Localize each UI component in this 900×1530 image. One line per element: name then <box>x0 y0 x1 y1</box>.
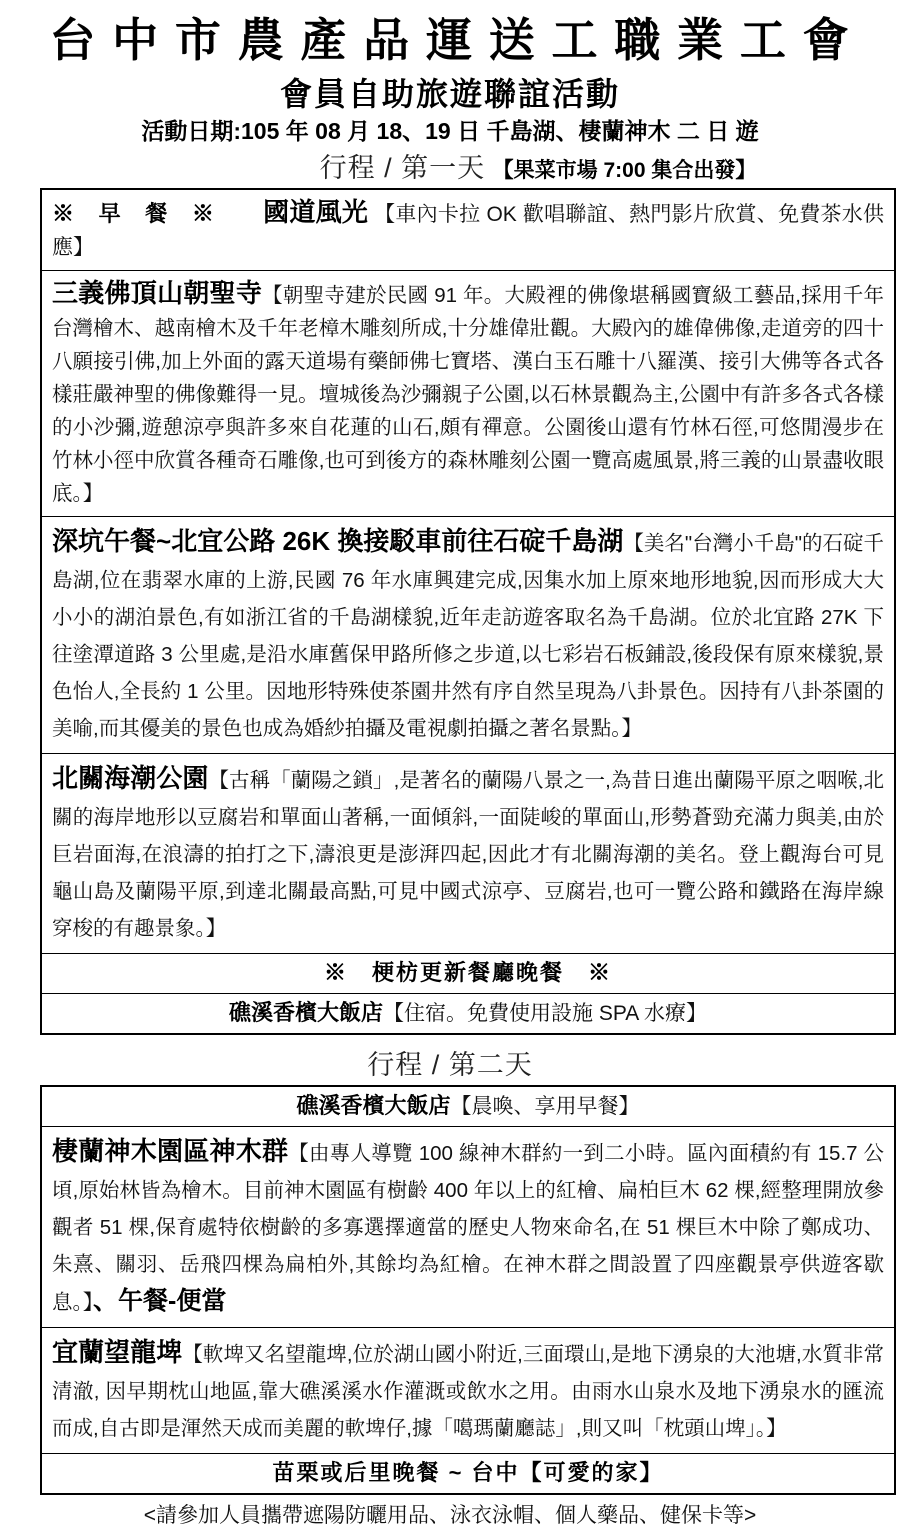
day2-row-cypress-grove <box>42 1126 894 1327</box>
wanglong-pond-title: 宜蘭望龍埤 <box>52 1337 183 1368</box>
union-title: 台 中 市 農 產 品 運 送 工 職 業 工 會 <box>49 14 851 66</box>
thousand-island-lake-title: 深坑午餐~北宜公路 26K 換接駁車前往石碇千島湖 <box>52 526 624 557</box>
thousand-island-lake-description: 【美名"台灣小千島"的石碇千島湖,位在翡翠水庫的上游,民國 76 年水庫興建完成,因集水加上原來地形地貌,因而形成大大小小的湖泊景色,有如浙江省的千島湖樣貌,近年走訪遊客取名為千島湖。位於北宜路 27K 下往塗潭道路 3 公里處,是沿水庫舊保甲路所修之步道,以七彩岩石板鋪設,後段保有原來樣貌,景色怡人,全長約 1 公里。因地形特殊使茶園井然有序自然呈現為八卦景色。因持有八卦茶園的美喻,而其優美的景色也成為婚紗拍攝及電視劇拍攝之著名景點。】 <box>52 532 885 741</box>
sanyi-temple-description: 【朝聖寺建於民國 91 年。大殿裡的佛像堪稱國寶級工藝品,採用千年台灣檜木、越南檜木及千年老樟木雕刻所成,十分雄偉壯觀。大殿內的雄偉佛像,走道旁的四十八願接引佛,加上外面的露天道場有藥師佛七寶塔、漢白玉石雕十八羅漢、接引大佛等各式各樣莊嚴神聖的佛像難得一見。壇城後為沙彌親子公園,以石林景觀為主,公園中有許多各式各樣的小沙彌,遊憩涼亭與許多來自花蓮的山石,頗有禪意。公園後山還有竹林石徑,可悠閒漫步在竹林小徑中欣賞各種奇石雕像,也可到後方的森林雕刻公園一覽高處風景,將三義的山景盡收眼底。】 <box>52 284 884 506</box>
cypress-grove-title: 棲蘭神木園區神木群 <box>52 1136 289 1167</box>
day1-table <box>40 188 896 1035</box>
morning-hotel-note: 【晨喚、享用早餐】 <box>450 1095 640 1119</box>
cypress-grove-description: 【由專人導覽 100 線神木群約一到二小時。區內面積約有 15.7 公頃,原始林皆為檜木。目前神木園區有樹齡 400 年以上的紅檜、扁柏巨木 62 棵,經整理開放參觀者 51 棵,保育處特依樹齡的多寡選擇適當的歷史人物來命名,在 51 棵巨木中除了鄭成功、朱熹、關羽、岳飛四棵為扁柏外,其餘均為紅檜。在神木群之間設置了四座觀景亭供遊客歇息。】 <box>52 1142 884 1315</box>
day2-row-dinner <box>42 1453 894 1493</box>
event-date-line: 活動日期:105 年 08 月 18、19 日 千島湖、棲蘭神木 二 日 遊 <box>141 118 759 145</box>
day2-dinner-label: 苗栗或后里晚餐 ~ 台中【可愛的家】 <box>272 1460 664 1486</box>
day1-row-beiguan-park <box>42 753 894 953</box>
highway-scenery-title: 國道風光 <box>263 197 369 228</box>
day1-heading <box>88 152 900 184</box>
day1-row-thousand-island-lake <box>42 516 894 753</box>
day2-table <box>40 1085 896 1495</box>
event-title: 會員自助旅遊聯誼活動 <box>279 75 620 112</box>
day1-heading-label: 行程 / 第一天 <box>319 152 486 183</box>
day2-heading <box>0 1049 900 1081</box>
day1-row-breakfast <box>42 190 894 270</box>
day2-heading-label: 行程 / 第二天 <box>367 1050 533 1081</box>
beiguan-park-description: 【古稱「蘭陽之鎖」,是著名的蘭陽八景之一,為昔日進出蘭陽平原之咽喉,北關的海岸地形以豆腐岩和單面山著稱,一面傾斜,一面陡峻的單面山,形勢蒼勁充滿力與美,由於巨岩面海,在浪濤的拍打之下,濤浪更是澎湃四起,因此才有北關海潮的美名。登上觀海台可見龜山島及蘭陽平原,到達北關最高點,可見中國式涼亭、豆腐岩,也可一覽公路和鐵路在海岸線穿梭的有趣景象。】 <box>52 769 884 941</box>
hotel-name: 礁溪香檳大飯店 <box>229 1000 384 1026</box>
day1-dinner-label: ※ 梗枋更新餐廳晚餐 ※ <box>323 960 612 986</box>
beiguan-park-title: 北關海潮公園 <box>52 763 209 794</box>
day1-heading-note: 【果菜市場 7:00 集合出發】 <box>492 158 757 182</box>
day1-row-dinner <box>42 953 894 993</box>
packing-reminder: <請參加人員攜帶遮陽防曬用品、泳衣泳帽、個人藥品、健保卡等> <box>143 1504 757 1528</box>
day2-row-wanglong-pond <box>42 1327 894 1453</box>
day2-row-morning-call <box>42 1087 894 1126</box>
sanyi-temple-title: 三義佛頂山朝聖寺 <box>52 278 263 309</box>
highway-scenery-note: 【車內卡拉 OK 歡唱聯誼、熱門影片欣賞、免費茶水供應】 <box>52 203 884 260</box>
breakfast-label: ※ 早 餐 ※ <box>52 201 224 227</box>
day1-row-hotel <box>42 993 894 1033</box>
day1-row-sanyi-temple <box>42 270 894 516</box>
morning-hotel-name: 礁溪香檳大飯店 <box>296 1093 451 1119</box>
wanglong-pond-description: 【軟埤又名望龍埤,位於湖山國小附近,三面環山,是地下湧泉的大池塘,水質非常清澈, 因早期枕山地區,靠大礁溪溪水作灌溉或飲水之用。由雨水山泉水及地下湧泉水的匯流而成,自古即是渾然天成而美麗的軟埤仔,據「噶瑪蘭廳誌」,則又叫「枕頭山埤」。】 <box>52 1343 884 1441</box>
lunch-bento-label: 、午餐-便當 <box>93 1287 227 1316</box>
hotel-note: 【住宿。免費使用設施 SPA 水療】 <box>383 1002 707 1026</box>
